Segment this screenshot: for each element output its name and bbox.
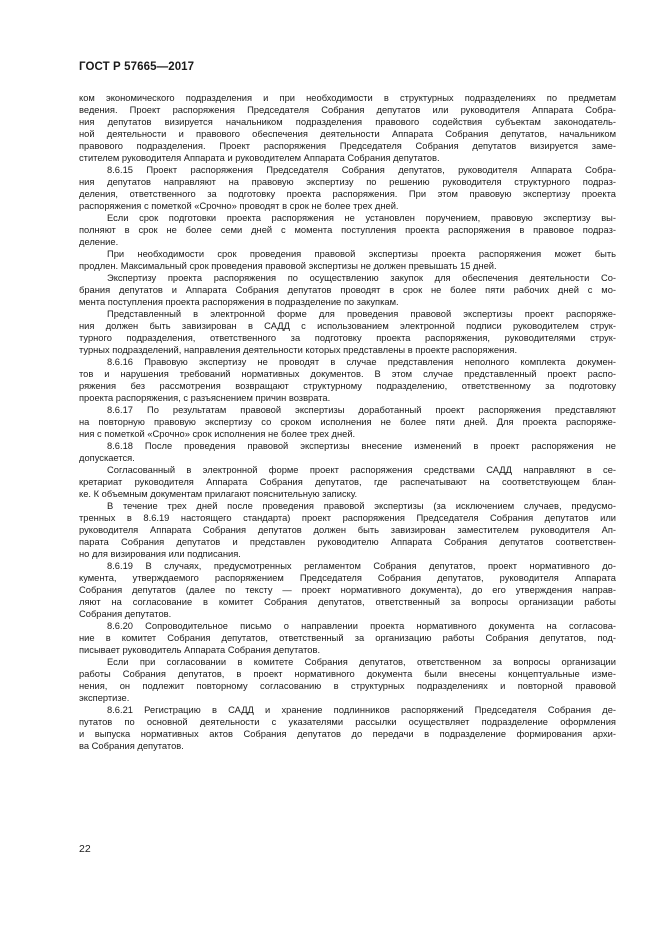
text-line: тов и нарушения требований нормативных документов. В этом случае представленный проект распо- [79,369,616,379]
paragraph [79,212,616,248]
text-line: Собрания депутатов (далее по тексту — проект нормативного документа), до его утверждения направ- [79,585,616,595]
text-line: 8.6.18 После проведения правовой экспертизы внесение изменений в проект распоряжения не [107,441,616,451]
text-line: Экспертизу проекта распоряжения по осуществлению закупок для обеспечения деятельности Со- [107,273,616,283]
text-line: ке. К объемным документам прилагают пояснительную записку. [79,489,358,499]
paragraph [79,404,616,440]
text-line: но для визирования или подписания. [79,549,241,559]
text-line: 8.6.21 Регистрацию в САДД и хранение подлинников распоряжений Председателя Собрания де- [107,705,616,715]
text-line: нения, он подлежит повторному согласованию в структурных подразделениях и повторной правовой [79,681,616,691]
paragraph [79,248,616,272]
text-line: продлен. Максимальный срок проведения правовой экспертизы не должен превышать 15 дней. [79,261,497,271]
text-line: деление. [79,237,119,247]
text-line: работы Собрания депутатов, в проект нормативного документа были внесены концептуальные изме- [79,669,616,679]
paragraph [79,560,616,620]
paragraph [79,656,616,704]
text-line: распоряжения с пометкой «Срочно» проводят в срок не более трех дней. [79,201,399,211]
page-number: 22 [79,843,91,855]
paragraph [79,464,616,500]
paragraph [79,704,616,752]
text-line: правового подразделения. Проект распоряжения Председателя Собрания депутатов визируется заме- [79,141,616,151]
text-line: кретариат руководителя Аппарата Собрания депутатов, где распечатывают на соответствующем блан- [79,477,616,487]
paragraph [79,356,616,404]
paragraph [79,620,616,656]
text-line: писывает руководитель Аппарата Собрания депутатов. [79,645,321,655]
text-line: деления, ответственного за подготовку проекта распоряжения. При этом правовую экспертизу проекта [79,189,616,199]
paragraph [79,440,616,464]
text-line: полняют в срок не более семи дней с момента поступления проекта распоряжения в правовое подраз- [79,225,616,235]
text-line: ряжения без рассмотрения возвращают структурному подразделению, ответственному за подготовку [79,381,616,391]
text-line: ние в комитет Собрания депутатов, ответственный за организацию работы Собрания депутатов, под- [79,633,616,643]
text-line: 8.6.16 Правовую экспертизу не проводят в случае представления неполного комплекта докумен- [107,357,616,367]
text-line: 8.6.15 Проект распоряжения Председателя Собрания депутатов, руководителя Аппарата Собра- [107,165,616,175]
text-line: мента поступления проекта распоряжения в подразделение по закупкам. [79,297,399,307]
text-line: Согласованный в электронной форме проект распоряжения средствами САДД направляют в се- [107,465,616,475]
text-line: В течение трех дней после проведения правовой экспертизы (за исключением случаев, предусмо- [107,501,616,511]
text-line: кумента, утверждаемого распоряжением Председателя Собрания депутатов, руководителя Аппарата [79,573,616,583]
text-line: и выпуска нормативных актов Собрания депутатов до передачи в подразделение формирования архи- [79,729,616,739]
text-line: брания депутатов и Аппарата Собрания депутатов проводят в срок не более пяти рабочих дней с мо- [79,285,616,295]
text-line: ния депутатов направляют на правовую экспертизу по решению руководителя структурного подраз- [79,177,616,187]
text-line: путатов по основной деятельности с указателями рассылки осуществляет подразделение оформления [79,717,616,727]
text-line: 8.6.20 Сопроводительное письмо о направлении проекта нормативного документа на согласова- [107,621,616,631]
text-line: Представленный в электронной форме для проведения правовой экспертизы проект распоряже- [107,309,616,319]
document-body [79,92,616,752]
text-line: 8.6.17 По результатам правовой экспертизы доработанный проект распоряжения представляют [107,405,616,415]
text-line: Если срок подготовки проекта распоряжения не установлен поручением, правовую экспертизу вы- [107,213,616,223]
text-line: допускается. [79,453,135,463]
text-line: ной деятельности и правового обеспечения деятельности Аппарата Собрания депутатов, начальником [79,129,616,139]
text-line: 8.6.19 В случаях, предусмотренных регламентом Собрания депутатов, проект нормативного до- [107,561,616,571]
text-line: ком экономического подразделения и при необходимости в структурных подразделениях по предметам [79,93,616,103]
text-line: парата Собрания депутатов и представлен руководителю Аппарата Собрания депутатов соответствен- [79,537,616,547]
text-line: Если при согласовании в комитете Собрания депутатов, ответственном за вопросы организации [107,657,616,667]
text-line: на повторную правовую экспертизу со сроком исполнения не более пяти дней. Для проекта распоряже- [79,417,616,427]
text-line: ния с пометкой «Срочно» срок исполнения не более трех дней. [79,429,356,439]
text-line: стителем руководителя Аппарата и руководителем Аппарата Собрания депутатов. [79,153,440,163]
text-line: проекта распоряжения, с разъяснением причин возврата. [79,393,331,403]
text-line: экспертизе. [79,693,130,703]
text-line: При необходимости срок проведения правовой экспертизы проекта распоряжения может быть [107,249,616,259]
paragraph [79,500,616,560]
paragraph [79,92,616,164]
text-line: ва Собрания депутатов. [79,741,184,751]
text-line: тренных в 8.6.19 настоящего стандарта) проект распоряжения Председателя Собрания депутатов или [79,513,616,523]
text-line: турных подразделений, направления деятельности которых представлены в проекте распоряжения. [79,345,518,355]
text-line: ведения. Проект распоряжения Председателя Собрания депутатов или руководителя Аппарата Собра- [79,105,616,115]
text-line: турного подразделения, ответственного за подготовку проекта распоряжения, руководителями струк- [79,333,616,343]
text-line: ния депутатов визируется начальником подразделения правового содействия субъектам законодатель- [79,117,616,127]
paragraph [79,164,616,212]
page-header: ГОСТ Р 57665—2017 [79,61,195,73]
text-line: ния должен быть завизирован в САДД с использованием электронной подписи руководителем струк- [79,321,616,331]
paragraph [79,308,616,356]
text-line: ляют на согласование в комитет Собрания депутатов, ответственный за вопросы организации работы [79,597,616,607]
paragraph [79,272,616,308]
text-line: руководителя Аппарата Собрания депутатов должен быть завизирован заместителем руководителя Ап- [79,525,616,535]
text-line: Собрания депутатов. [79,609,172,619]
